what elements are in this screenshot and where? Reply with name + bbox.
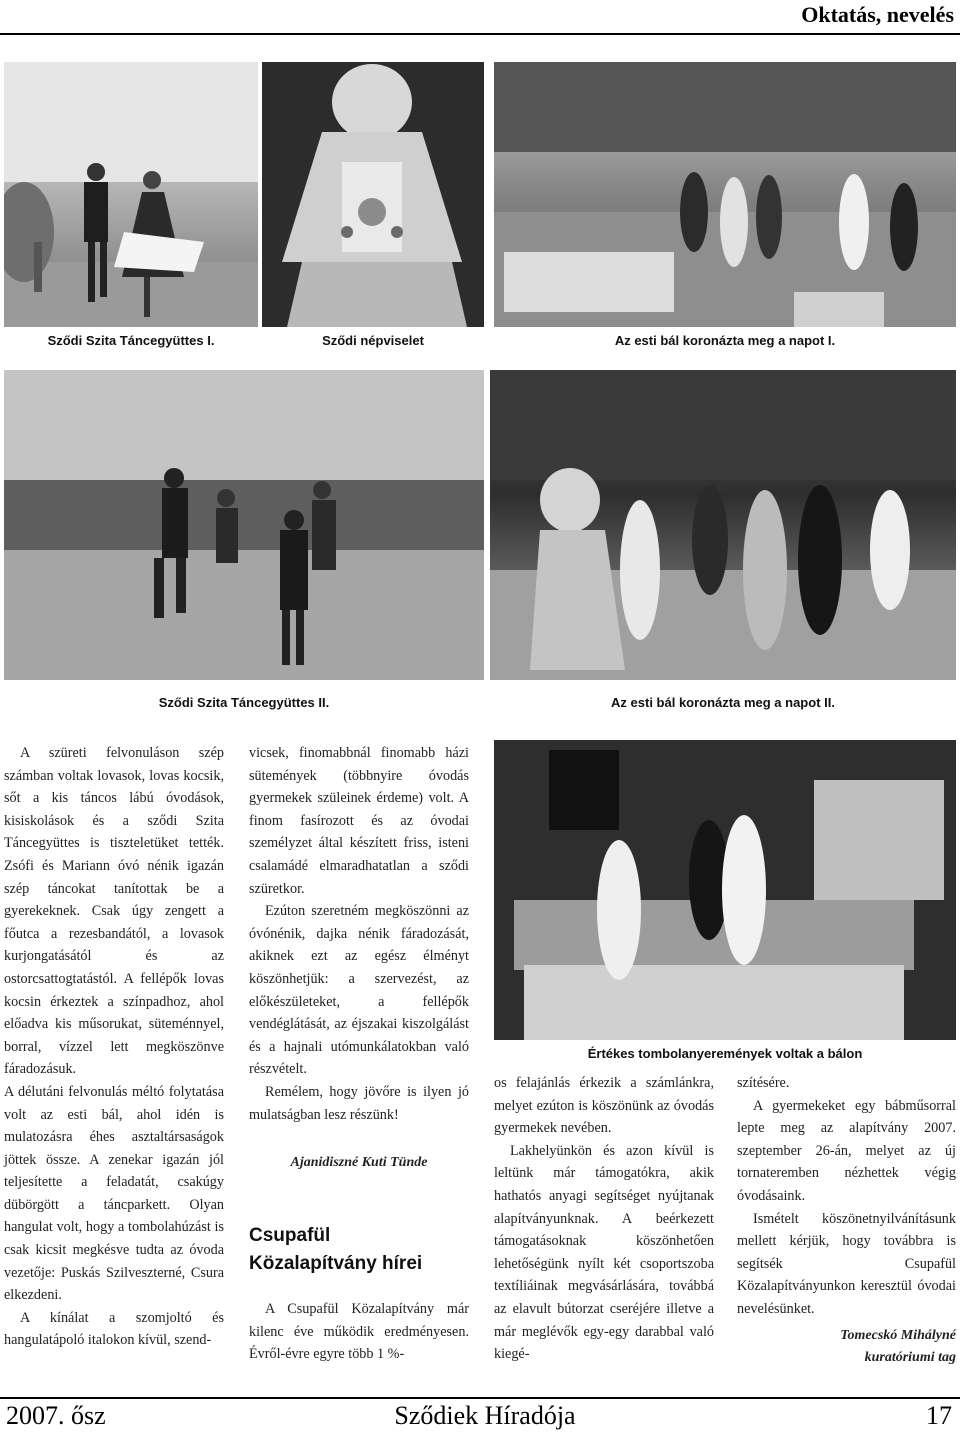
article-paragraph: A gyermekeket egy bábműsorral lepte meg az alapítvány 2007. szeptember 26-án, melyet az új tornateremben nézhettek végig óvodásaink. — [737, 1097, 956, 1204]
photo-caption: Sződi Szita Táncegyüttes I. — [47, 333, 215, 348]
photo-caption: Az esti bál koronázta meg a napot II. — [611, 695, 835, 710]
article-title-line: Közalapítvány hírei — [249, 1253, 423, 1274]
footer-page-number: 17 — [926, 1401, 952, 1430]
article-paragraph: A kínálat a szomjoltó és hangulatápoló italokon kívül, szend- — [4, 1309, 224, 1349]
article-column-2b — [249, 1298, 469, 1366]
article-paragraph: Ezúton szeretném megköszönni az óvónénik, dajka nénik fáradozását, akiknek ezt az egész élményt köszönhetjük: a szervezést, az előkészületeket, a fellépők vendéglátását, az éjszakai kiszolgálást és a hajnali utómunkálatokban való részvételt. — [249, 903, 469, 1078]
outdoor-dance-illustration — [4, 370, 484, 680]
article-paragraph: os felajánlás érkezik a számlánkra, melyet ezúton is köszönünk az óvodás gyermekek nevében. — [494, 1075, 714, 1137]
photo-evening-ball-1 — [494, 62, 956, 327]
article-signature: Ajanidiszné Kuti Tünde — [290, 1155, 428, 1171]
costume-illustration — [262, 62, 484, 327]
article-paragraph: Ismételt köszönetnyilvánításunk mellett kérjük, hogy továbbra is segítsék Csupafül Közalapítványunkon keresztül óvodai nevelésünket. — [737, 1210, 956, 1317]
article-title — [249, 1222, 469, 1278]
photo-caption: Sződi népviselet — [322, 333, 424, 348]
article-column-3 — [494, 1072, 714, 1366]
article-signature: Tomecskó Mihályné — [840, 1327, 956, 1343]
photo-dance-group-1 — [4, 62, 258, 327]
article-paragraph: A délutáni felvonulás méltó folytatása volt az esti bál, ahol idén is mulatozásra éhes asztaltársaságok jöttek össze. A zenekar igazán jól teljesítette a feladatát, csakúgy dübörgött a táncparkett. Olyan hangulat volt, hogy a tombolahúzást is csak kicsit megkésve tudta az óvoda vezetője: Puskás Szilveszterné, Csura elkezdeni. — [4, 1083, 224, 1304]
photo-dance-group-2 — [4, 370, 484, 680]
photo-tombola-prizes — [494, 740, 956, 1040]
article-paragraph: Remélem, hogy jövőre is ilyen jó mulatságban lesz részünk! — [249, 1083, 469, 1123]
footer-issue: 2007. ősz — [6, 1401, 106, 1430]
photo-caption: Az esti bál koronázta meg a napot I. — [614, 333, 836, 348]
article-column-4 — [737, 1072, 956, 1370]
article-paragraph: vicsek, finomabbnál finomabb házi sütemények (többnyire óvodás gyermekek szüleinek érdeme) volt. A finom fasírozott és az óvodai személyzet által készített friss, isteni csalamádé elmaradhatatlan a sződi szüretkor. — [249, 745, 469, 897]
prizes-illustration — [494, 740, 956, 1040]
article-signature: kuratóriumi tag — [864, 1350, 956, 1366]
article-paragraph: A Csupafül Közalapítvány már kilenc éve működik eredményesen. Évről-évre egyre több 1 %- — [249, 1301, 469, 1363]
article-paragraph: szítésére. — [737, 1075, 790, 1091]
footer-publication: Sződiek Híradója — [394, 1401, 576, 1430]
dancers-illustration — [4, 62, 258, 327]
section-title: Oktatás, nevelés — [801, 2, 954, 27]
header-rule — [0, 33, 960, 35]
article-paragraph: A szüreti felvonuláson szép számban voltak lovasok, lovas kocsik, sőt a kis táncos lábú óvodások, kisiskolások és a sződi Szita Táncegyüttes is tiszteletüket tették. Zsófi és Mariann óvó nénik igazán szép táncokat tanítottak be a gyerekeknek. Csak úgy zengett a főutca a rezesbandától, a lovasok kurjongatásától és az ostorcsattogtatástól. A fellépők lovas kocsin érkeztek a színpadhoz, ahol előadva kis műsorukat, süteménnyel, borral, vízzel lett megköszönve fáradozásuk. — [4, 745, 224, 1078]
photo-folk-costume — [262, 62, 484, 327]
article-paragraph: Lakhelyünkön és azon kívül is leltünk már támogatókra, akik hathatós anyagi segítséget nyújtanak alapítványunknak. A beérkezett támogatásoknak köszönhetően lehetőségünk nyílt két csoportszoba textíliáinak megvásárlására, továbbá az elavult bútorzat cseréjére illetve a már meglévők egy-egy darabbal való kiegé- — [494, 1142, 714, 1363]
article-column-2 — [249, 742, 469, 1175]
ball-crowd-illustration — [490, 370, 956, 680]
ball-illustration — [494, 62, 956, 327]
photo-evening-ball-2 — [490, 370, 956, 680]
article-title-line: Csupafül — [249, 1225, 331, 1246]
photo-caption: Értékes tombolanyeremények voltak a bálon — [587, 1046, 863, 1061]
photo-caption: Sződi Szita Táncegyüttes II. — [158, 695, 330, 710]
article-column-1 — [4, 742, 224, 1352]
footer-rule — [0, 1397, 960, 1399]
